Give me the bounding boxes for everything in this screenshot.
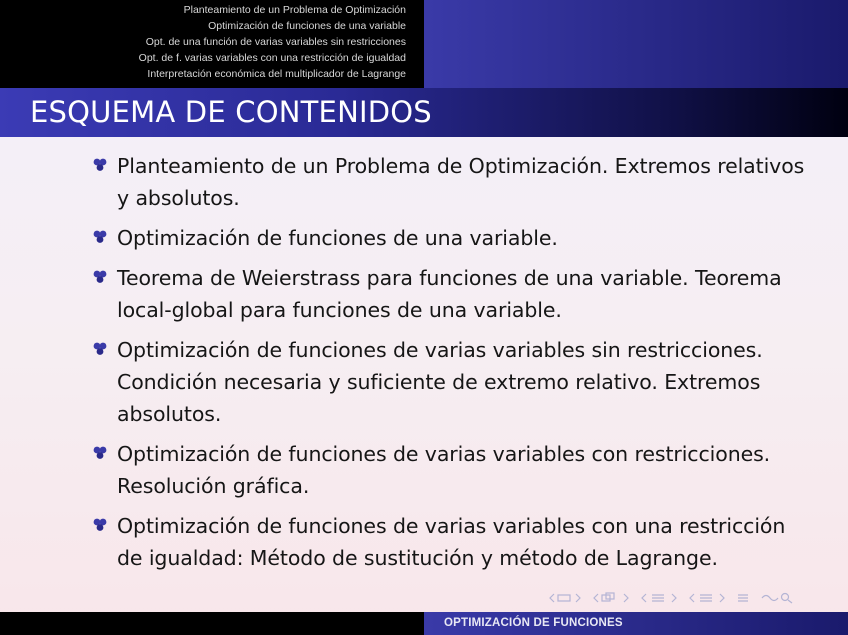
list-item-text: Planteamiento de un Problema de Optimización. Extremos relativos y absolutos. (117, 154, 805, 210)
frame-title: ESQUEMA DE CONTENIDOS (30, 95, 432, 129)
nav-section-sin-restricciones[interactable]: Opt. de una función de varias variables sin restricciones (145, 36, 406, 48)
list-item-text: Optimización de funciones de varias variables con una restricción de igualdad: Método de sustitución y método de Lagrange. (117, 514, 786, 570)
prev-slide-icon[interactable] (548, 592, 582, 604)
nav-section-multiplicador-lagrange[interactable]: Interpretación económica del multiplicador de Lagrange (147, 68, 406, 80)
list-item-text: Optimización de funciones de varias variables sin restricciones. Condición necesaria y suficiente de extremo relativo. Extremos absolutos. (117, 338, 763, 426)
bullet-icon (92, 269, 108, 285)
bullet-icon (92, 341, 108, 357)
section-list (139, 2, 406, 82)
align-icon[interactable] (736, 592, 750, 604)
footline-left-panel (0, 612, 424, 635)
prev-subsection-icon[interactable] (640, 592, 678, 604)
nav-section-planteamiento[interactable]: Planteamiento de un Problema de Optimización (183, 4, 406, 16)
list-item-text: Optimización de funciones de varias variables con restricciones. Resolución gráfica. (117, 442, 771, 498)
section-navigation (0, 0, 424, 88)
nav-section-restriccion-igualdad[interactable]: Opt. de f. varias variables con una restricción de igualdad (138, 52, 406, 64)
bullet-icon (92, 517, 108, 533)
bullet-icon (92, 445, 108, 461)
headline-right-panel (424, 0, 848, 88)
list-item (90, 510, 810, 574)
prev-section-icon[interactable] (688, 592, 726, 604)
footer-title: OPTIMIZACIÓN DE FUNCIONES (444, 617, 623, 629)
headline (0, 0, 848, 88)
frame-title-bar (0, 88, 848, 137)
list-item (90, 262, 810, 326)
nav-section-una-variable[interactable]: Optimización de funciones de una variable (208, 20, 406, 32)
list-item (90, 150, 810, 214)
footline-right-panel (424, 612, 848, 635)
list-item (90, 222, 810, 254)
bullet-icon (92, 229, 108, 245)
list-item (90, 334, 810, 430)
prev-frame-icon[interactable] (592, 592, 630, 604)
content-list (90, 150, 810, 582)
list-item-text: Teorema de Weierstrass para funciones de una variable. Teorema local-global para funciones de una variable. (117, 266, 782, 322)
bullet-icon (92, 157, 108, 173)
list-item (90, 438, 810, 502)
footline (0, 612, 848, 635)
search-zoom-icon[interactable] (760, 592, 796, 604)
list-item-text: Optimización de funciones de una variable. (117, 226, 558, 250)
navigation-symbols (548, 590, 806, 606)
